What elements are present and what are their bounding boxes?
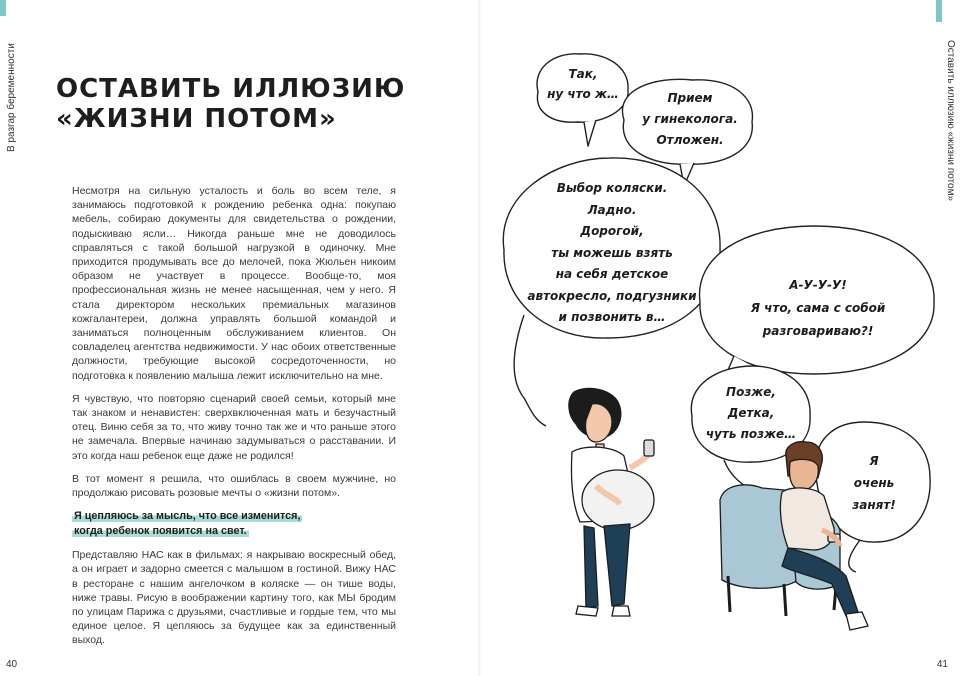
quote-line-1: Я цепляюсь за мысль, что все изменится, — [74, 510, 301, 523]
bubble-text-1: Так, ну что ж… — [547, 67, 619, 101]
bubble-text-3: Выбор коляски. Ладно. Дорогой, ты можешь взять на себя детское автокресло, подгузники и позвонить в… — [527, 181, 697, 324]
bubble-text-6: Я очень занят! — [852, 454, 896, 512]
page-number-right: 41 — [936, 659, 948, 670]
highlight-quote — [72, 509, 396, 539]
running-head-right: Оставить иллюзию «жизни потом» — [945, 40, 956, 202]
running-head-left: В разгар беременности — [6, 43, 17, 152]
bubble-text-5: Позже, Детка, чуть позже… — [705, 385, 797, 441]
left-page — [0, 0, 480, 676]
page-number-left: 40 — [6, 659, 18, 670]
woman-figure — [569, 388, 654, 616]
paragraph-4: Представляю НАС как в фильмах: я накрываю воскресный обед, а он играет и задорно смеется с малышом в гостиной. Вижу НАС в ресторане с нашим ангелочком в коляске — он тише воды, ниже травы. Рисую в воображении картину того, как МЫ бродим по улицам Парижа с друзьями, счастливые и гордые тем, что мы единое целое. Я цепляюсь за будущее как за единственный выход. — [72, 549, 396, 647]
paragraph-2: Я чувствую, что повторяю сценарий своей семьи, который мне так знаком и ненавистен: сверхвключенная мать и безучастный отец. Виню себя за то, что живу точно так же и что раньше этого не замечала. Впервые начинаю задумываться о расставании. И это когда наш ребенок еще даже не родился! — [72, 392, 396, 462]
quote-line-2: когда ребенок появится на свет. — [74, 525, 247, 538]
paragraph-3: В тот момент я решила, что ошиблась в своем мужчине, но продолжаю рисовать розовые мечты о «жизни потом». — [72, 472, 396, 500]
title-line-2: «ЖИЗНИ ПОТОМ» — [56, 104, 337, 134]
bubble-text-2: Прием у гинеколога. Отложен. — [642, 91, 738, 147]
page-title — [56, 74, 405, 134]
title-line-1: ОСТАВИТЬ ИЛЛЮЗИЮ — [56, 74, 406, 104]
paragraph-1: Несмотря на сильную усталость и боль во всем теле, я занимаюсь подготовкой к рождению ребенка одна: покупаю мебель, собираю документы для свидетельства о рождении, подыскиваю ясли… Никогда раньше мне не доводилось справляться с такой большой нагрузкой в одиночку. Мне приходится продумывать все до мелочей, пока Жюльен никоим образом не участвует в процессе. Вообще-то, моя профессиональная жизнь не менее насыщенная, чем у него. Я стала директором нескольких премиальных магазинов кожгалантереи, должна управлять большой командой и заниматься полноценным обслуживанием клиентов. Он совладелец агентства недвижимости. У нас обоих ответственные должности, требующие высокой сосредоточенности, но подготовка к появлению малыша лежит исключительно на мне. — [72, 185, 396, 382]
right-page — [484, 0, 970, 676]
bubble-text-4: А-У-У-У! Я что, сама с собой разговариваю?! — [750, 278, 886, 338]
chapter-tab-left — [0, 0, 6, 16]
body-text — [72, 184, 396, 657]
